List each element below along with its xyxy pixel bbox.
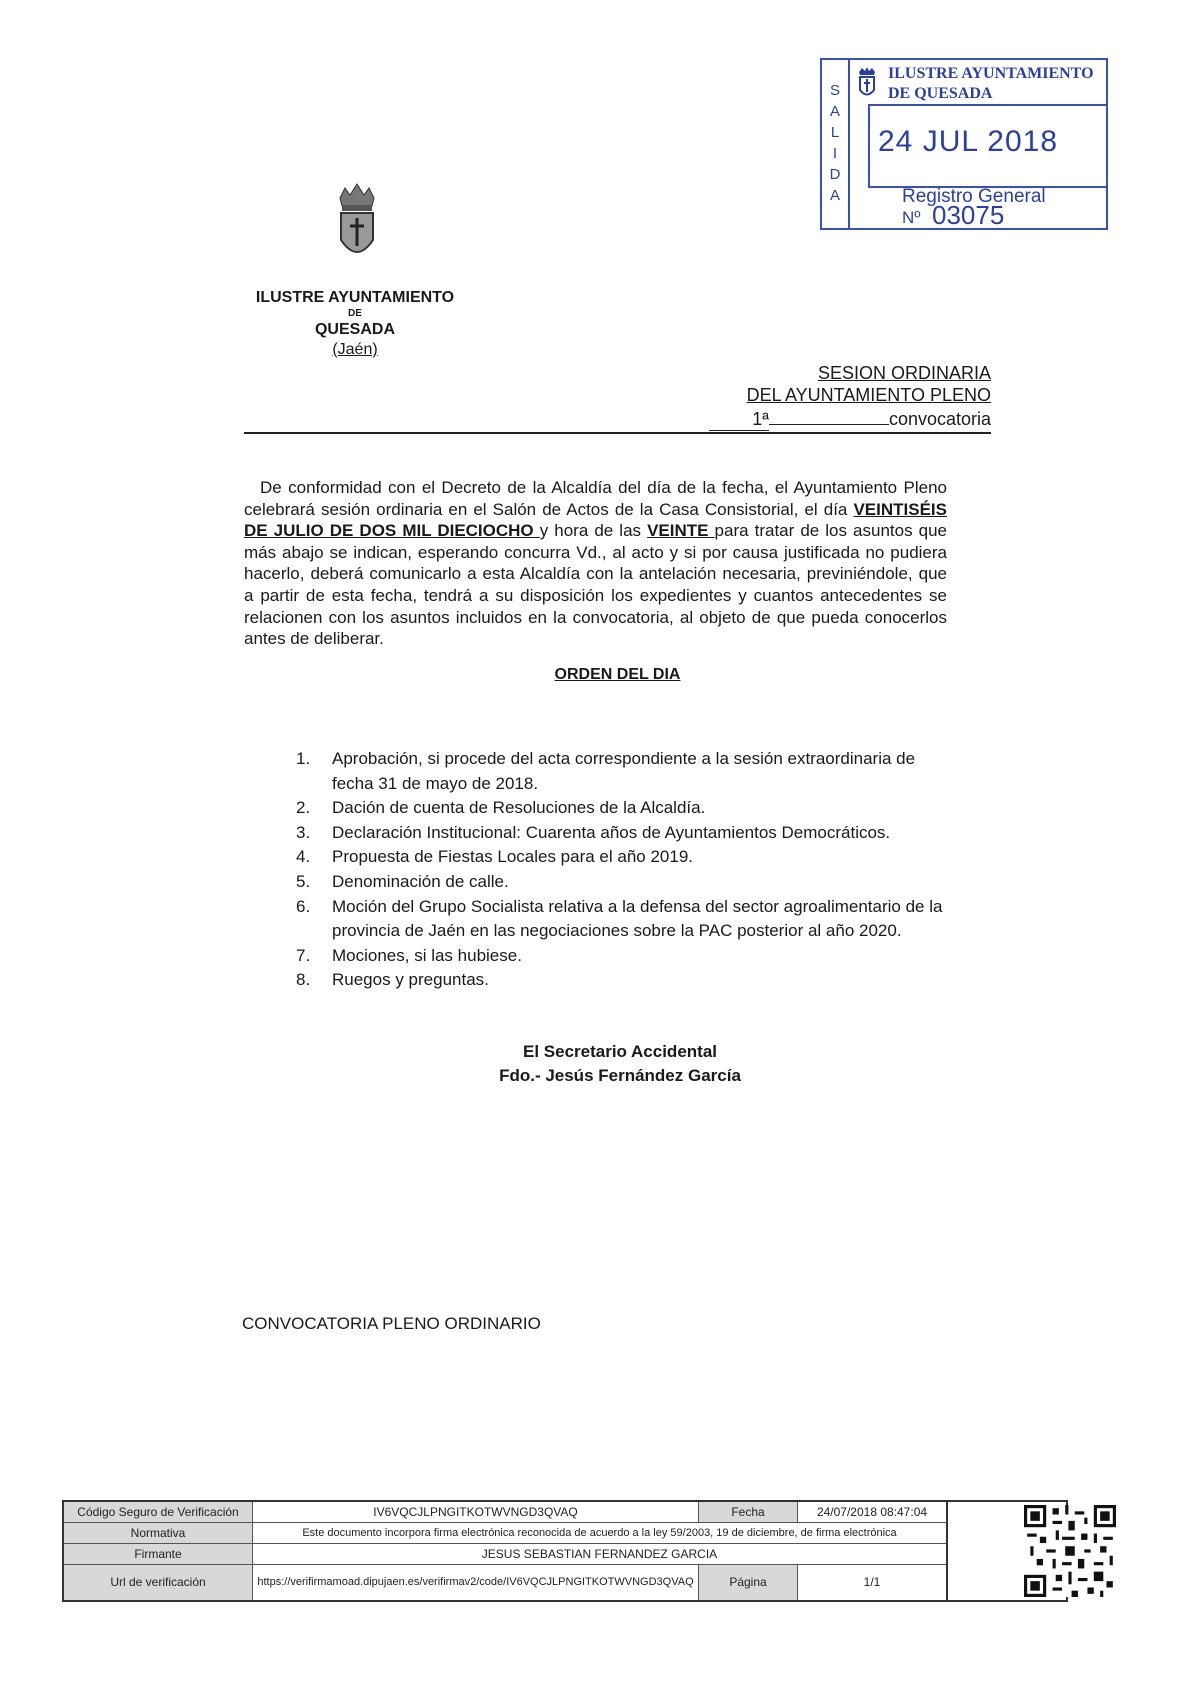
stamp-salida-column: S A L I D A xyxy=(822,60,850,228)
list-item: 3. Declaración Institucional: Cuarenta años de Ayuntamientos Democráticos. xyxy=(296,822,891,842)
list-item: 2. Dación de cuenta de Resoluciones de la Alcaldía. xyxy=(296,798,706,818)
agenda-title: ORDEN DEL DIA xyxy=(554,666,681,683)
convocation-paragraph: De conformidad con el Decreto de la Alcaldía del día de la fecha, el Ayuntamiento Pleno celebrará sesión ordinaria en el Salón de Actos de la Casa Consistorial, el día VEINTISÉIS DE JULIO DE DOS MIL DIECIOCHO y hora de las VEINTE para tratar de los asuntos que más abajo se indican, esperando concurra Vd., al acto y si por causa justificada no pudiera hacerlo, deberá comunicarlo a esta Alcaldía con la antelación necesaria, previniéndole, que a partir de esta fecha, tendrá a su disposición los expedientes y cuantos antecedentes se relacionen con los asuntos incluidos en la convocatoria, al objeto de que pueda conocerlos antes de deliberar. xyxy=(244,478,948,649)
session-date: VEINTISÉIS DE JULIO DE DOS MIL DIECIOCHO xyxy=(244,499,947,541)
table-row: Firmante JESUS SEBASTIAN FERNANDEZ GARCIA xyxy=(63,1543,1067,1564)
stamp-number-label: Nº xyxy=(902,208,921,227)
signer-role: El Secretario Accidental xyxy=(522,1042,717,1061)
signer-name: Fdo.- Jesús Fernández García xyxy=(499,1066,741,1085)
list-item: 1. Aprobación, si procede del acta correspondiente a la sesión extraordinaria de fecha 31 de mayo de 2018. xyxy=(296,749,916,793)
session-heading: SESION ORDINARIA DEL AYUNTAMIENTO PLENO xyxy=(746,363,991,405)
call-number: 1ª xyxy=(709,408,769,431)
organization-header: ILUSTRE AYUNTAMIENTO DE QUESADA (Jaén) xyxy=(255,289,455,358)
table-row: Url de verificación https://verifirmamoad.dipujaen.es/verifirmav2/code/IV6VQCJLPNGITKOTWVNGD3QVAQ Página 1/1 xyxy=(63,1564,1067,1601)
verification-table xyxy=(62,1500,1068,1602)
coat-of-arms-icon xyxy=(334,182,380,264)
list-item: 8. Ruegos y preguntas. xyxy=(296,970,489,990)
stamp-date: 24 JUL 2018 xyxy=(878,125,1059,158)
stamp-register-label: Registro General xyxy=(902,186,1046,207)
signature-block xyxy=(420,1040,820,1088)
verification-url[interactable]: https://verifirmamoad.dipujaen.es/verifirmav2/code/IV6VQCJLPNGITKOTWVNGD3QVAQ xyxy=(253,1564,699,1601)
call-label: convocatoria xyxy=(888,409,991,429)
list-item: 6. Moción del Grupo Socialista relativa a la defensa del sector agroalimentario de la provincia de Jaén en las negociaciones sobre la PAC posterior al año 2020. xyxy=(296,896,943,941)
registry-stamp xyxy=(820,58,1108,230)
header-divider xyxy=(244,432,991,434)
list-item: 5. Denominación de calle. xyxy=(296,871,509,891)
agenda-list xyxy=(296,747,946,993)
table-row: Código Seguro de Verificación IV6VQCJLPNGITKOTWVNGD3QVAQ Fecha 24/07/2018 08:47:04 xyxy=(63,1501,1067,1522)
call-number-line xyxy=(709,408,991,431)
list-item: 4. Propuesta de Fiestas Locales para el año 2019. xyxy=(296,847,694,867)
stamp-number: 03075 xyxy=(932,200,1005,230)
list-item: 7. Mociones, si las hubiese. xyxy=(296,945,522,965)
table-row: Normativa Este documento incorpora firma electrónica reconocida de acuerdo a la ley 59/2003, 19 de diciembre, de firma electrónica xyxy=(63,1522,1067,1543)
document-footer-title: CONVOCATORIA PLENO ORDINARIO xyxy=(242,1314,541,1333)
stamp-header: ILUSTRE AYUNTAMIENTO DE QUESADA xyxy=(888,65,1094,102)
qr-code-icon xyxy=(1024,1505,1116,1597)
session-hour: VEINTE xyxy=(647,521,715,541)
